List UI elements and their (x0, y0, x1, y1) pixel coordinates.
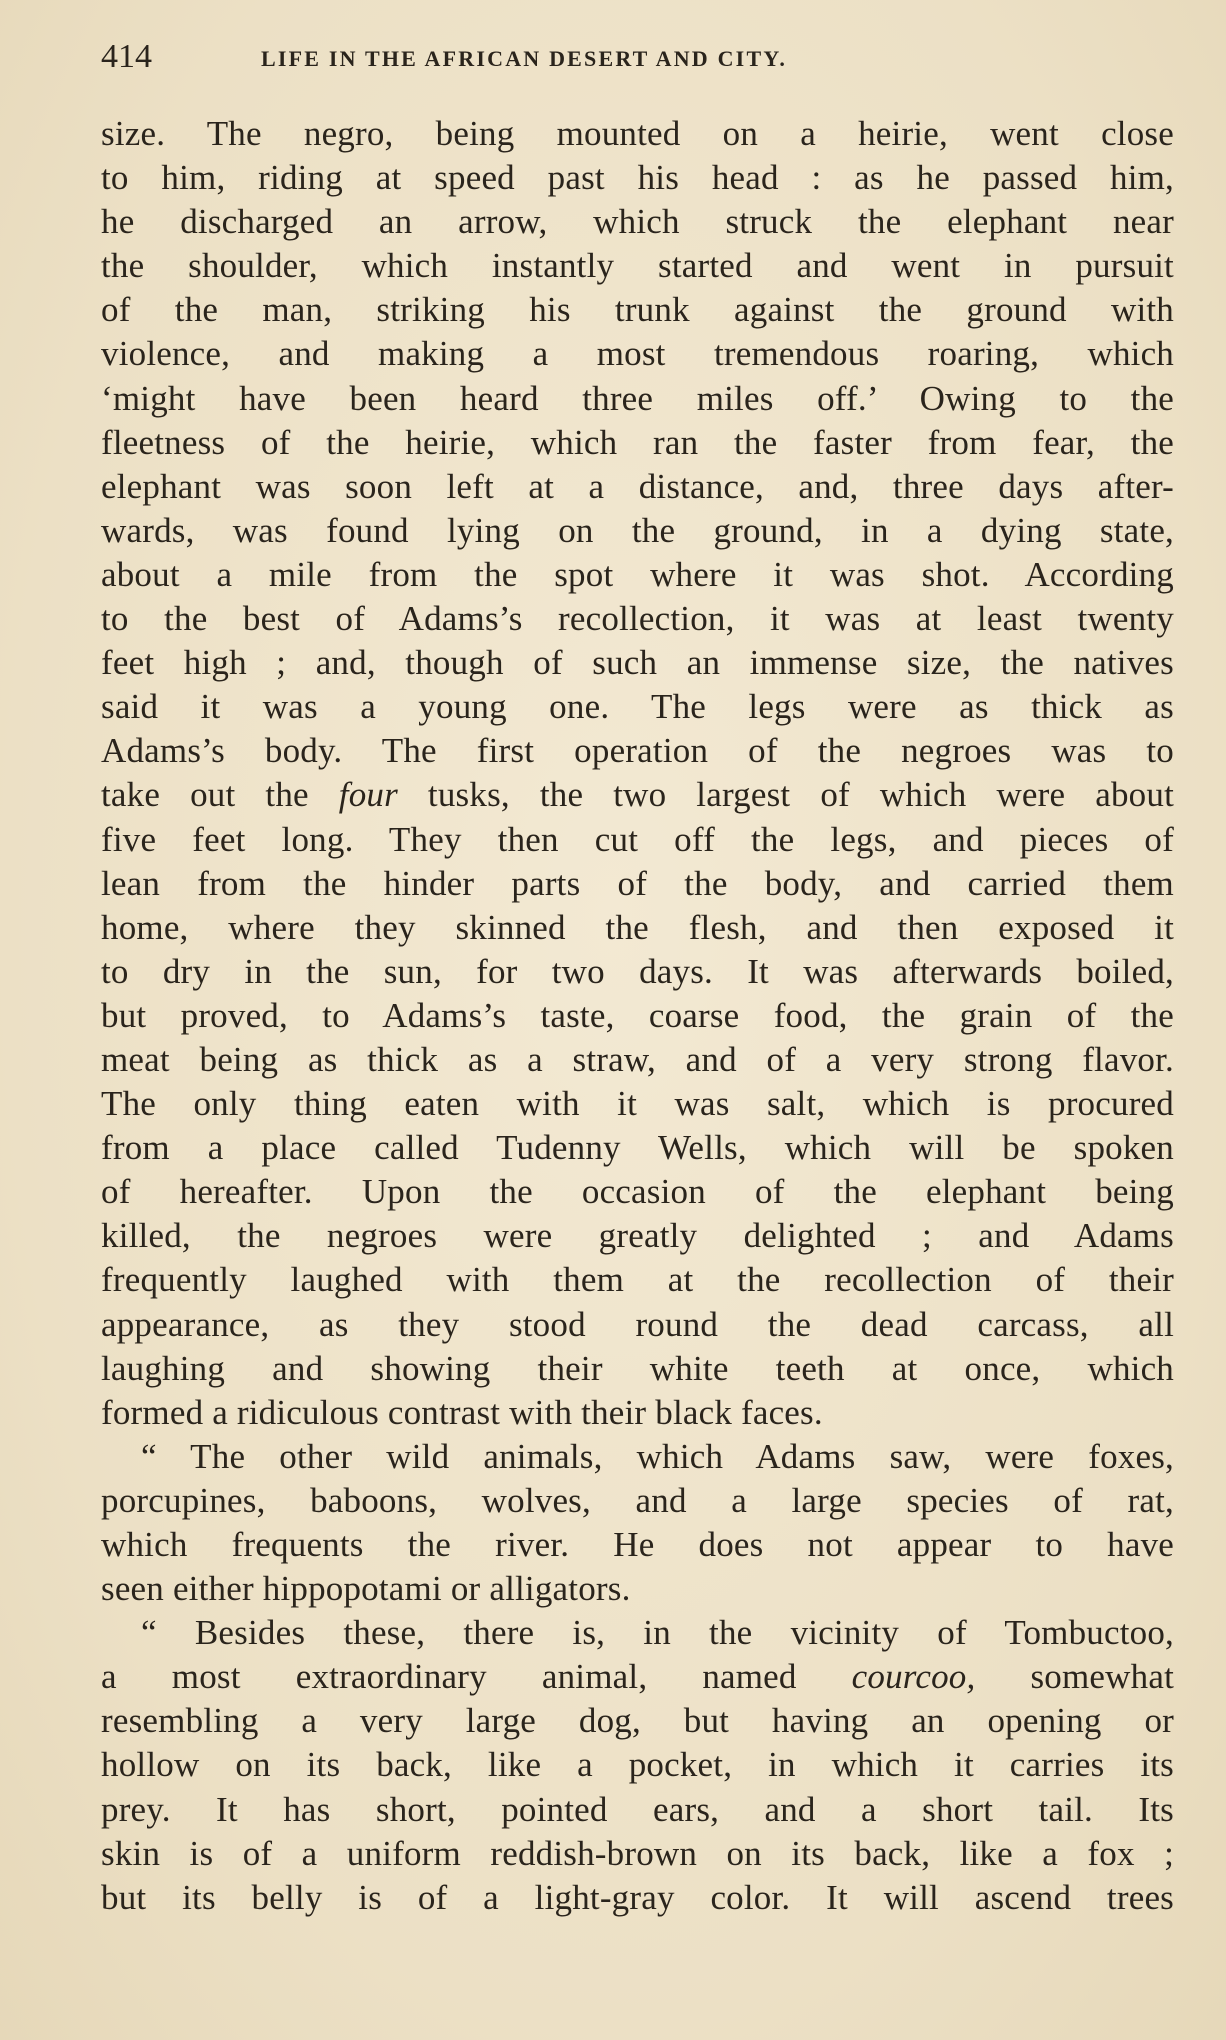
text-segment: elephant was soon left at a distance, and, three days after- (101, 466, 1174, 506)
text-line (101, 818, 1174, 862)
text-segment: “ Besides these, there is, in the vicinity of Tombuctoo, (141, 1613, 1174, 1653)
text-line (101, 685, 1174, 729)
text-line (101, 1391, 1174, 1435)
text-line (101, 1523, 1174, 1567)
text-line (101, 244, 1174, 288)
text-line (101, 994, 1174, 1038)
text-line (101, 288, 1174, 332)
text-segment: wards, was found lying on the ground, in a dying state, (101, 510, 1174, 550)
text-line (101, 509, 1174, 553)
text-segment: to dry in the sun, for two days. It was afterwards boiled, (101, 951, 1174, 991)
text-segment: violence, and making a most tremendous roaring, which (101, 334, 1174, 374)
text-line (101, 729, 1174, 773)
text-line (101, 1170, 1174, 1214)
text-line (101, 1126, 1174, 1170)
text-segment: Adams’s body. The first operation of the negroes was to (101, 731, 1174, 771)
text-segment: about a mile from the spot where it was shot. According (101, 554, 1174, 594)
text-line (101, 1788, 1174, 1832)
text-segment: to him, riding at speed past his head : as he passed him, (101, 158, 1174, 198)
italic-text: courcoo, (851, 1657, 976, 1697)
text-line (101, 773, 1174, 817)
text-segment: a most extraordinary animal, named (101, 1657, 852, 1697)
text-line (101, 862, 1174, 906)
text-line (101, 1082, 1174, 1126)
text-segment: take out the (101, 775, 339, 815)
text-segment: home, where they skinned the flesh, and then exposed it (101, 907, 1174, 947)
text-line (101, 950, 1174, 994)
text-segment: size. The negro, being mounted on a heirie, went close (101, 114, 1174, 153)
text-line (101, 1479, 1174, 1523)
text-line (101, 1876, 1174, 1920)
text-line (101, 1258, 1174, 1302)
text-segment: skin is of a uniform reddish-brown on its back, like a fox ; (101, 1833, 1174, 1873)
text-segment: formed a ridiculous contrast with their black faces. (101, 1392, 823, 1432)
text-line (101, 641, 1174, 685)
text-segment: frequently laughed with them at the recollection of their (101, 1260, 1174, 1300)
text-line (101, 421, 1174, 465)
text-line (101, 112, 1174, 156)
text-segment: seen either hippopotami or alligators. (101, 1569, 631, 1609)
text-segment: but proved, to Adams’s taste, coarse food, the grain of the (101, 995, 1174, 1035)
text-segment: resembling a very large dog, but having an opening or (101, 1701, 1174, 1741)
text-line (101, 1699, 1174, 1743)
text-segment: fleetness of the heirie, which ran the faster from fear, the (101, 422, 1174, 462)
text-line (101, 332, 1174, 376)
text-segment: somewhat (975, 1657, 1174, 1697)
text-segment: five feet long. They then cut off the legs, and pieces of (101, 819, 1174, 859)
text-line (101, 597, 1174, 641)
text-segment: but its belly is of a light-gray color. It will ascend trees (101, 1877, 1174, 1917)
text-line (101, 1611, 1174, 1655)
text-segment: said it was a young one. The legs were as thick as (101, 687, 1174, 727)
text-line (101, 1435, 1174, 1479)
text-line (101, 553, 1174, 597)
text-line (101, 1214, 1174, 1258)
text-segment: the shoulder, which instantly started and went in pursuit (101, 246, 1174, 286)
text-segment: which frequents the river. He does not appear to have (101, 1525, 1174, 1564)
text-line (101, 200, 1174, 244)
text-segment: porcupines, baboons, wolves, and a large species of rat, (101, 1480, 1174, 1520)
italic-text: four (338, 775, 398, 815)
text-segment: he discharged an arrow, which struck the elephant near (101, 202, 1174, 242)
text-line (101, 1303, 1174, 1347)
text-line (101, 1347, 1174, 1391)
text-line (101, 1567, 1174, 1611)
text-line (101, 156, 1174, 200)
text-segment: killed, the negroes were greatly delighted ; and Adams (101, 1216, 1174, 1256)
page-number: 414 (101, 38, 152, 75)
text-segment: ‘might have been heard three miles off.’ Owing to the (101, 378, 1174, 418)
text-segment: hollow on its back, like a pocket, in which it carries its (101, 1745, 1174, 1785)
text-line (101, 906, 1174, 950)
text-segment: lean from the hinder parts of the body, and carried them (101, 863, 1174, 903)
text-segment: tusks, the two largest of which were about (397, 775, 1174, 815)
text-segment: The only thing eaten with it was salt, which is procured (101, 1084, 1174, 1124)
text-segment: laughing and showing their white teeth at once, which (101, 1348, 1174, 1388)
text-segment: prey. It has short, pointed ears, and a short tail. Its (101, 1789, 1174, 1829)
text-line (101, 1038, 1174, 1082)
text-segment: of the man, striking his trunk against the ground with (101, 290, 1174, 330)
running-title: LIFE IN THE AFRICAN DESERT AND CITY. (261, 46, 788, 71)
text-line (101, 1655, 1174, 1699)
body-text (101, 112, 1174, 1920)
text-segment: meat being as thick as a straw, and of a very strong flavor. (101, 1039, 1174, 1079)
text-line (101, 1743, 1174, 1787)
text-segment: from a place called Tudenny Wells, which will be spoken (101, 1128, 1174, 1168)
text-segment: feet high ; and, though of such an immense size, the natives (101, 643, 1174, 683)
text-line (101, 465, 1174, 509)
text-segment: to the best of Adams’s recollection, it was at least twenty (101, 599, 1174, 639)
text-line (101, 377, 1174, 421)
text-line (101, 1832, 1174, 1876)
text-segment: of hereafter. Upon the occasion of the elephant being (101, 1172, 1174, 1212)
text-segment: “ The other wild animals, which Adams saw, were foxes, (141, 1436, 1174, 1476)
page-header (101, 38, 1174, 82)
text-segment: appearance, as they stood round the dead carcass, all (101, 1304, 1174, 1344)
